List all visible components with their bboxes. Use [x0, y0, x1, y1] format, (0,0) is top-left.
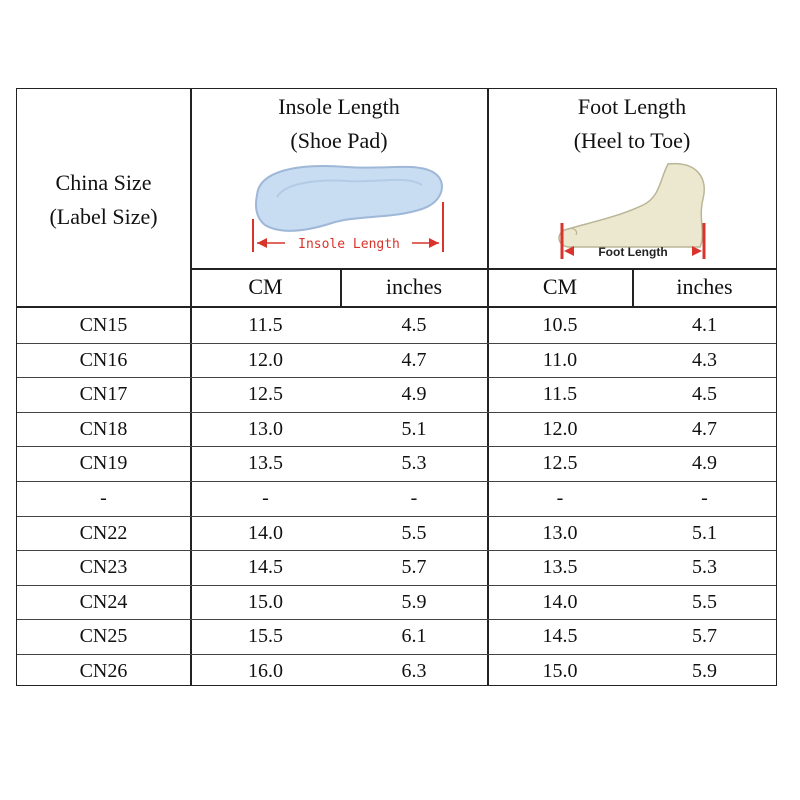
- foot-inches-cell: 4.5: [692, 383, 717, 406]
- china-size-cell: CN22: [79, 521, 128, 544]
- foot-inches-cell: 5.1: [692, 521, 717, 544]
- insole-cm-header: CM: [248, 274, 283, 299]
- foot-subtitle: (Heel to Toe): [573, 128, 691, 153]
- insole-cm-cell: 14.0: [248, 521, 283, 544]
- insole-illustration: [237, 157, 457, 262]
- foot-cm-cell: 10.5: [542, 314, 578, 336]
- foot-cm-cell: 13.0: [542, 521, 578, 544]
- insole-inches-cell: 4.7: [401, 348, 427, 371]
- insole-subtitle: (Shoe Pad): [290, 128, 388, 153]
- insole-title: Insole Length: [278, 94, 400, 119]
- foot-illustration: [548, 159, 724, 264]
- insole-inches-cell: -: [410, 487, 418, 509]
- size-chart-table: [16, 88, 777, 686]
- foot-cm-cell: 11.5: [542, 383, 578, 406]
- insole-cm-cell: 12.0: [248, 348, 283, 371]
- foot-cm-cell: -: [556, 487, 564, 509]
- foot-shape: [559, 164, 704, 247]
- insole-cm-cell: 15.5: [248, 625, 283, 648]
- china-size-cell: CN25: [79, 625, 128, 648]
- foot-inches-cell: 4.3: [692, 348, 717, 371]
- foot-inches-cell: 5.7: [692, 625, 717, 648]
- insole-inches-cell: 4.5: [401, 314, 427, 336]
- china-size-cell: CN24: [79, 590, 128, 613]
- china-size-cell: CN16: [79, 348, 128, 371]
- insole-cm-cell: 15.0: [248, 590, 283, 613]
- foot-cm-header: CM: [542, 274, 578, 299]
- insole-cm-cell: -: [262, 487, 269, 509]
- insole-inches-cell: 6.3: [401, 660, 427, 682]
- china-size-cell: CN17: [79, 383, 128, 406]
- foot-cm-cell: 14.0: [542, 590, 578, 613]
- china-size-cell: CN19: [79, 452, 128, 475]
- insole-inches-header: inches: [385, 274, 443, 299]
- china-size-cell: -: [100, 487, 107, 509]
- insole-inches-cell: 4.9: [401, 383, 427, 406]
- foot-inches-cell: 4.7: [692, 417, 717, 440]
- foot-inches-header: inches: [676, 274, 733, 299]
- china-size-cell: CN15: [79, 314, 128, 336]
- foot-length-caption: Foot Length: [598, 245, 668, 259]
- insole-length-caption: Insole Length: [298, 237, 400, 252]
- insole-cm-cell: 14.5: [248, 556, 283, 579]
- foot-cm-cell: 13.5: [542, 556, 578, 579]
- foot-cm-cell: 12.0: [542, 417, 578, 440]
- foot-cm-cell: 14.5: [542, 625, 578, 648]
- foot-inches-cell: 5.3: [692, 556, 717, 579]
- china-size-cell: CN23: [79, 556, 128, 579]
- insole-cm-cell: 16.0: [248, 660, 283, 682]
- row-header-china-size: [17, 166, 190, 234]
- foot-inches-cell: 4.1: [692, 314, 717, 336]
- china-size-cell: CN18: [79, 417, 128, 440]
- row-header-line1: China Size: [55, 170, 152, 195]
- foot-cm-cell: 15.0: [542, 660, 578, 682]
- foot-title: Foot Length: [577, 94, 687, 119]
- foot-inches-cell: -: [701, 487, 708, 509]
- insole-inches-cell: 6.1: [401, 625, 427, 648]
- foot-inches-cell: 5.5: [692, 590, 717, 613]
- insole-cm-cell: 12.5: [248, 383, 283, 406]
- row-header-line2: (Label Size): [49, 204, 158, 229]
- foot-length-header: [488, 90, 776, 158]
- foot-inches-cell: 4.9: [692, 452, 717, 475]
- insole-cm-cell: 13.5: [248, 452, 283, 475]
- insole-cm-cell: 11.5: [248, 314, 283, 336]
- foot-cm-cell: 12.5: [542, 452, 578, 475]
- insole-inches-cell: 5.1: [401, 417, 427, 440]
- china-size-cell: CN26: [79, 660, 128, 682]
- insole-inches-cell: 5.7: [401, 556, 427, 579]
- insole-inches-cell: 5.9: [401, 590, 427, 613]
- insole-cm-cell: 13.0: [248, 417, 283, 440]
- insole-length-header: [191, 90, 487, 158]
- foot-inches-cell: 5.9: [692, 660, 717, 682]
- foot-cm-cell: 11.0: [542, 348, 578, 371]
- insole-inches-cell: 5.5: [401, 521, 427, 544]
- insole-inches-cell: 5.3: [401, 452, 427, 475]
- insole-shape: [256, 166, 442, 231]
